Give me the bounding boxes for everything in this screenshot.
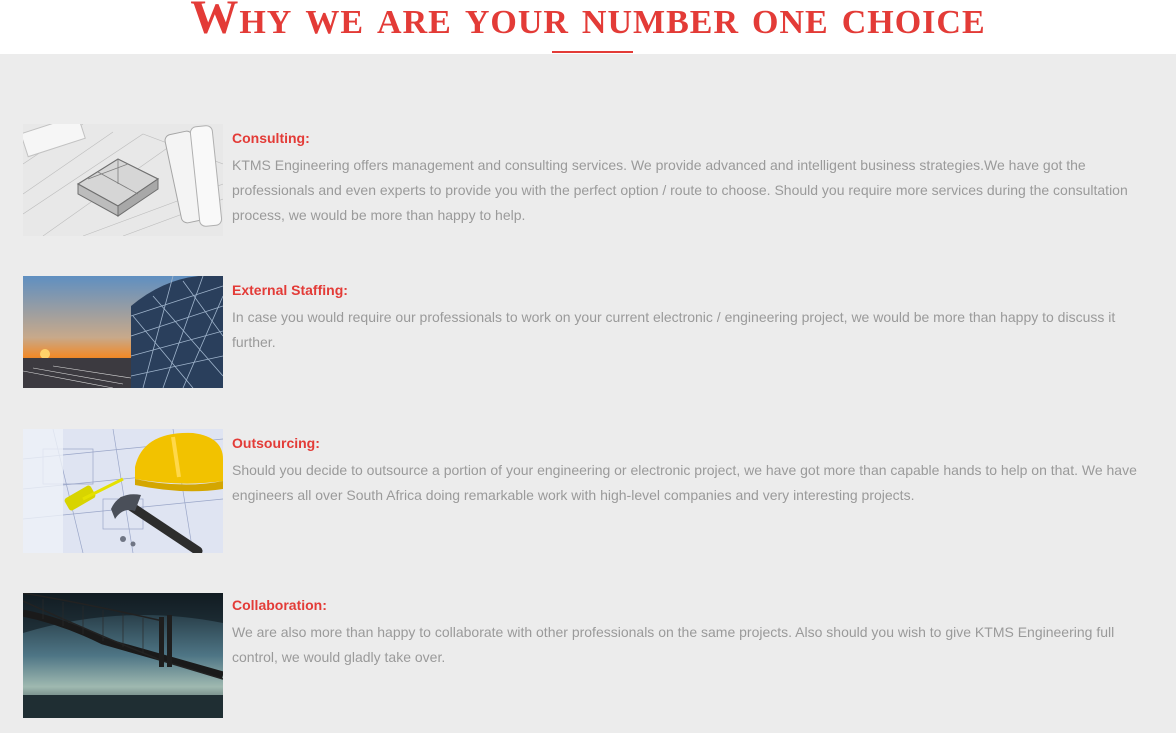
section-heading: Why we are your number one choice bbox=[190, 0, 986, 44]
service-title: Outsourcing: bbox=[232, 435, 320, 451]
service-description: In case you would require our professionals to work on your current electronic / engineering project, we would be more than happy to discuss it further. bbox=[232, 309, 1116, 350]
heading-underline bbox=[552, 51, 633, 53]
service-title: Collaboration: bbox=[232, 597, 327, 613]
service-title: Consulting: bbox=[232, 130, 310, 146]
service-title: External Staffing: bbox=[232, 282, 348, 298]
service-text bbox=[232, 128, 1142, 228]
service-text bbox=[232, 595, 1142, 670]
service-description: KTMS Engineering offers management and consulting services. We provide advanced and intelligent business strategies.We have got the professionals and even experts to provide you with the perfect option / route to choose. Should you require more services during the consultation process, we would be more than happy to help. bbox=[232, 157, 1128, 223]
service-text bbox=[232, 280, 1142, 355]
architectural-blueprint-image bbox=[23, 124, 223, 236]
section-header bbox=[0, 0, 1176, 54]
hardhat-hammer-plans-image bbox=[23, 429, 223, 553]
service-description: Should you decide to outsource a portion of your engineering or electronic project, we have got more than capable hands to help on that. We have engineers all over South Africa doing remarkable work with high-level companies and very interesting projects. bbox=[232, 462, 1137, 503]
glass-building-sunset-image bbox=[23, 276, 223, 388]
service-text bbox=[232, 433, 1142, 508]
suspension-bridge-image bbox=[23, 593, 223, 718]
service-description: We are also more than happy to collaborate with other professionals on the same projects. Also should you wish to give KTMS Engineering full control, we would gladly take over. bbox=[232, 624, 1115, 665]
